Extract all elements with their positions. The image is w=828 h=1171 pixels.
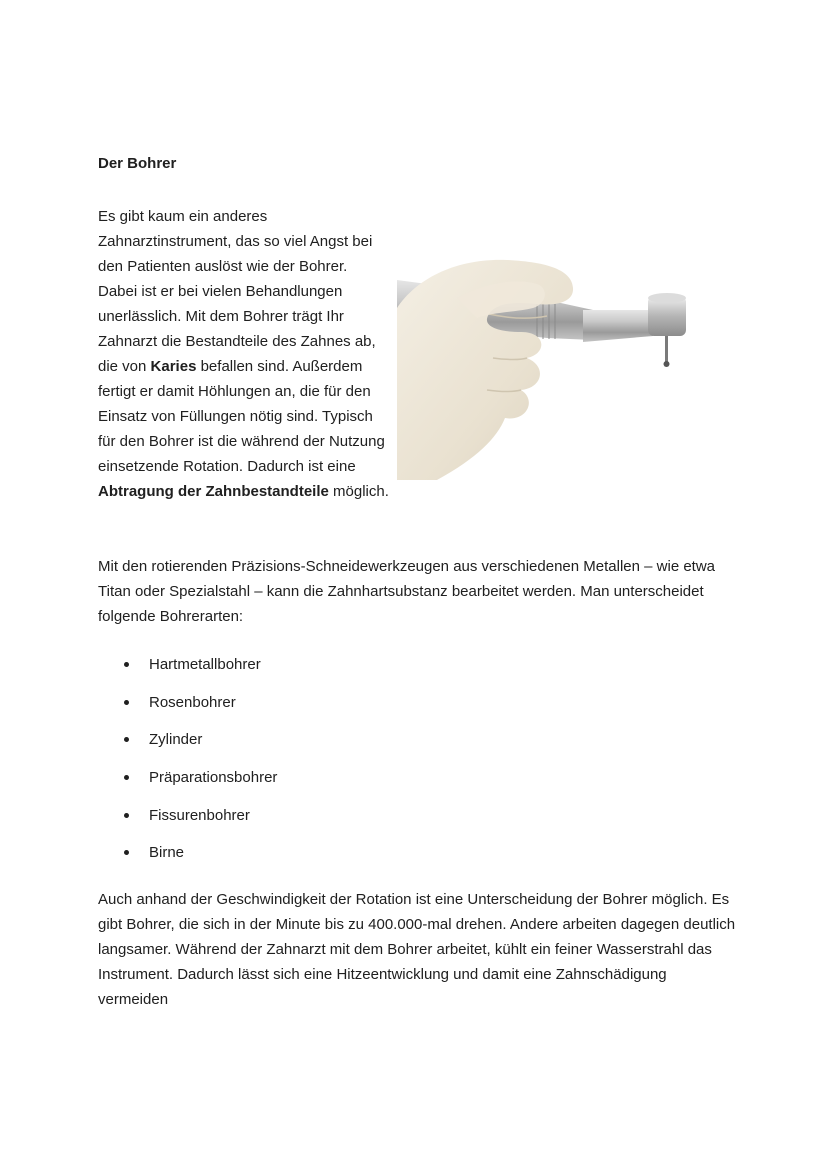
bullet-icon <box>124 775 129 780</box>
bullet-icon <box>124 737 129 742</box>
dental-drill-icon <box>397 258 693 480</box>
materials-paragraph: Mit den rotierenden Präzisions-Schneidewerkzeugen aus verschiedenen Metallen – wie etwa Titan oder Spezialstahl – kann die Zahnhartsubstanz bearbeitet werden. Man unterscheidet folgende Bohrerarten: <box>98 558 716 625</box>
page-title: Der Bohrer <box>98 155 177 172</box>
bullet-icon <box>124 813 129 818</box>
drill-types-list <box>98 654 277 880</box>
list-item: Hartmetallbohrer <box>98 654 277 692</box>
dental-drill-photo <box>397 258 693 480</box>
bullet-icon <box>124 662 129 667</box>
list-item: Präparationsbohrer <box>98 767 277 805</box>
list-item: Fissurenbohrer <box>98 805 277 843</box>
list-item: Rosenbohrer <box>98 692 277 730</box>
list-item: Zylinder <box>98 729 277 767</box>
intro-text-2: befallen sind. Außerdem fertigt er damit Höhlungen an, die für den Einsatz von Füllungen nötig sind. Typisch für den Bohrer ist die während der Nutzung einsetzende Rotation. Dadurch ist eine <box>98 358 385 475</box>
bullet-icon <box>124 700 129 705</box>
rotation-paragraph: Auch anhand der Geschwindigkeit der Rotation ist eine Unterscheidung der Bohrer möglich. Es gibt Bohrer, die sich in der Minute bis zu 400.000-mal drehen. Andere arbeiten dagegen deutlich langsamer. Während der Zahnarzt mit dem Bohrer arbeitet, kühlt ein feiner Wasserstrahl das Instrument. Dadurch lässt sich eine Hitzeentwicklung und damit eine Zahnschädigung vermeiden <box>98 891 736 1008</box>
intro-text-1: Es gibt kaum ein anderes Zahnarztinstrument, das so viel Angst bei den Patienten auslöst wie der Bohrer. Dabei ist er bei vielen Behandlungen unerlässlich. Mit dem Bohrer trägt Ihr Zahnarzt die Bestandteile des Zahnes ab, die von <box>98 208 376 375</box>
list-item: Birne <box>98 842 277 880</box>
bullet-icon <box>124 850 129 855</box>
intro-text-3: möglich. <box>328 483 389 500</box>
intro-paragraph <box>98 204 390 504</box>
intro-bold-abtragung: Abtragung der Zahnbestandteile <box>98 483 329 500</box>
intro-bold-karies: Karies <box>150 358 197 375</box>
